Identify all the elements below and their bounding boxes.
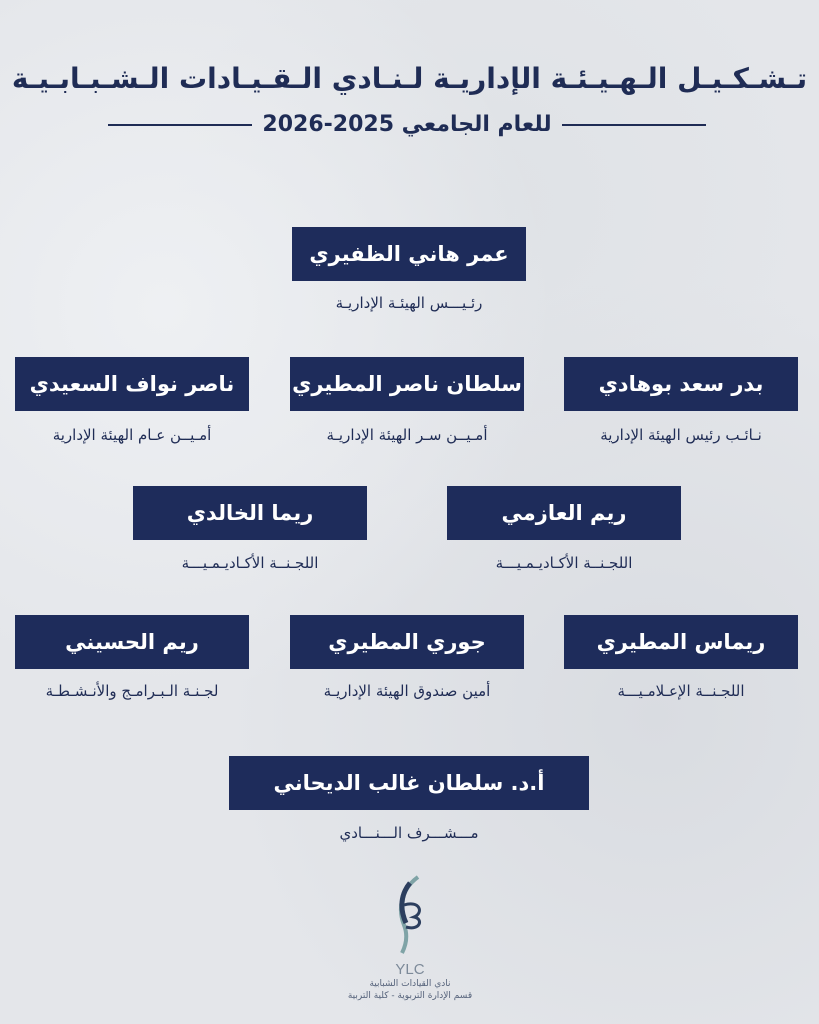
member-name-box — [290, 615, 524, 669]
member-name-box — [447, 486, 681, 540]
poster-subtitle: للعام الجامعي 2025-2026 — [262, 112, 552, 137]
member-role: اللجـنــة الأكـاديـمـيـــة — [181, 554, 319, 572]
member-role: اللجـنــة الأكـاديـمـيـــة — [495, 554, 633, 572]
member-role: أمـيــن عـام الهيئة الإدارية — [52, 426, 212, 444]
ylc-logo-icon — [390, 875, 430, 955]
member-name: ناصر نواف السعيدي — [29, 372, 235, 396]
member-name-box — [290, 357, 524, 411]
member-name-box — [133, 486, 367, 540]
member-role: رئـيـــس الهيئـة الإداريـة — [335, 294, 483, 312]
member-role: مـــشـــرف الـــنـــادي — [339, 824, 479, 842]
divider-line — [108, 124, 252, 126]
logo-line2: قسم الإدارة التربوية - كلية التربية — [347, 991, 473, 1001]
member-role: اللجـنــة الإعـلامـيـــة — [617, 682, 745, 700]
subtitle-row — [108, 112, 706, 137]
member-role: نـائـب رئيس الهيئة الإدارية — [600, 426, 762, 444]
member-role: أمـيــن سـر الهيئة الإداريـة — [326, 426, 488, 444]
member-name-box — [15, 615, 249, 669]
logo-line1: نادي القيادات الشبابية — [369, 979, 451, 989]
poster-title: تـشـكـيـل الـهـيـئـة الإداريـة لـنـادي الـقـيـادات الـشـبـابـيـة — [11, 62, 808, 95]
member-role: لجـنـة الـبـرامـج والأنـشـطـة — [45, 682, 219, 700]
member-name-box — [15, 357, 249, 411]
member-name-box — [564, 357, 798, 411]
member-name-box — [292, 227, 526, 281]
member-name: سلطان ناصر المطيري — [292, 372, 522, 396]
logo-abbr: YLC — [395, 961, 425, 978]
member-name: ريم العازمي — [501, 501, 627, 525]
club-logo — [340, 875, 480, 1002]
member-name-box — [564, 615, 798, 669]
member-name: ريم الحسيني — [65, 630, 199, 654]
member-name: ريما الخالدي — [186, 501, 314, 525]
member-role: أمين صندوق الهيئة الإداريـة — [323, 682, 491, 700]
member-name: أ.د. سلطان غالب الديحاني — [273, 771, 545, 795]
member-name: عمر هاني الظفيري — [309, 242, 509, 266]
member-name-box — [229, 756, 589, 810]
divider-line — [562, 124, 706, 126]
member-name: ريماس المطيري — [596, 630, 766, 654]
member-name: بدر سعد بوهادي — [598, 372, 764, 396]
member-name: جوري المطيري — [328, 630, 486, 654]
